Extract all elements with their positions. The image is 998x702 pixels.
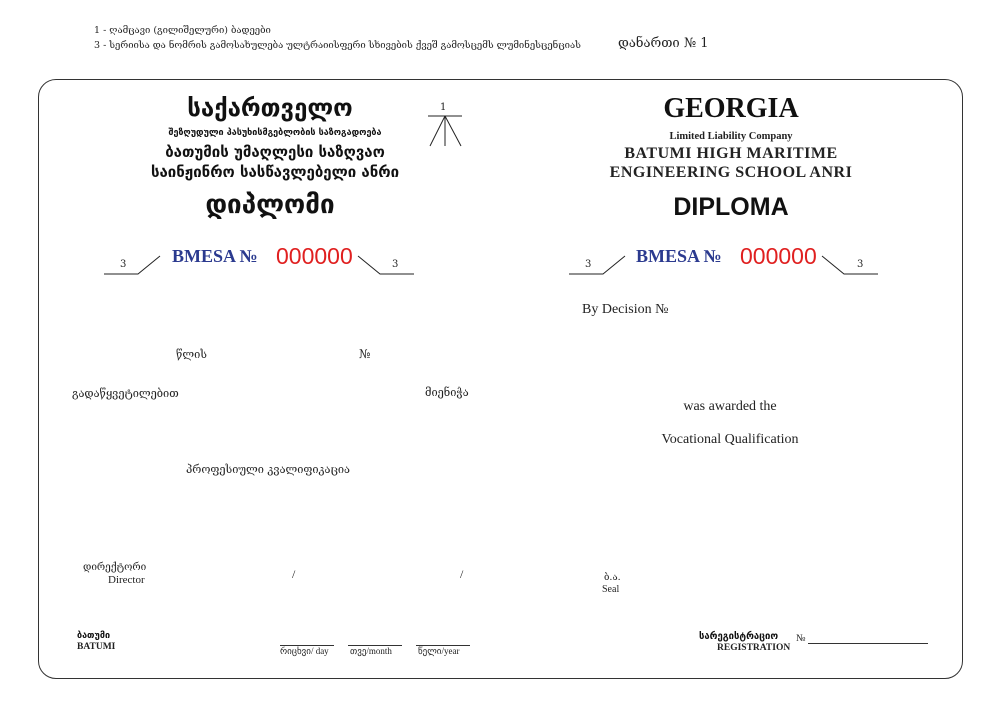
school-name-georgian-line1: ბათუმის უმაღლესი საზღვაო [165,143,385,161]
country-georgian: საქართველო [187,94,353,122]
awarded-label-georgian: მიენიჭა [425,386,469,399]
company-type-georgian: შეზღუდული პასუხისმგებლობის საზოგადოება [168,128,382,138]
company-type-english: Limited Liability Company [669,131,793,142]
signature-slash-1: / [292,567,296,581]
day-label: რიცხვი/ day [280,646,329,656]
marker-3-right-a: 3 [585,259,592,270]
month-label: თვე/month [350,646,392,656]
footnote-3: 3 - სერიისა და ნომრის გამოსახულება ულტრაიისფერი სხივების ქვეშ გამოსცემს ლუმინესცენციას [94,40,581,51]
mesh-pointer-icon [424,112,466,148]
qualification-label-english: Vocational Qualification [661,432,799,447]
diploma-title-georgian: დიპლომი [205,190,335,220]
serial-number-right: 000000 [740,243,817,269]
decision-label-georgian: გადაწყვეტილებით [72,387,179,400]
registration-label-english: REGISTRATION [717,643,791,653]
qualification-label-georgian: პროფესიული კვალიფიკაცია [186,463,350,476]
director-label-english: Director [108,574,145,586]
registration-number-sign: № [796,633,806,644]
country-english: GEORGIA [663,93,799,124]
city-georgian: ბათუმი [77,631,111,641]
school-name-english-line2: ENGINEERING SCHOOL ANRI [609,164,853,181]
marker-1: 1 [440,102,447,113]
marker-3-left-b: 3 [392,259,399,270]
awarded-label-english: was awarded the [683,399,777,414]
registration-line [808,643,928,644]
school-name-english-line1: BATUMI HIGH MARITIME [624,145,838,162]
serial-pointer-left-b [356,252,416,276]
signature-slash-2: / [460,567,464,581]
decision-label-english: By Decision № [582,302,669,317]
appendix-label: დანართი № 1 [618,36,709,51]
registration-label-georgian: სარეგისტრაციო [699,631,779,642]
marker-3-right-b: 3 [857,259,864,270]
school-name-georgian-line2: საინჟინრო სასწავლებელი ანრი [150,163,400,181]
diploma-title-english: DIPLOMA [673,193,789,221]
seal-label-english: Seal [602,584,620,595]
director-label-georgian: დირექტორი [83,562,147,573]
seal-label-georgian: ბ.ა. [604,572,621,583]
number-label: № [359,347,371,361]
serial-pointer-left-a [102,252,162,276]
bmesa-label-left: BMESA № [172,246,258,266]
footnote-1: 1 - ღამცავი (გილიშელური) ბადეები [94,25,271,36]
city-english: BATUMI [77,642,116,652]
serial-number-left: 000000 [276,243,353,269]
marker-3-left-a: 3 [120,259,127,270]
year-label: წლის [176,348,207,361]
year-label-date: წელი/year [418,646,460,656]
serial-pointer-right-a [567,252,627,276]
bmesa-label-right: BMESA № [636,246,722,266]
serial-pointer-right-b [820,252,880,276]
